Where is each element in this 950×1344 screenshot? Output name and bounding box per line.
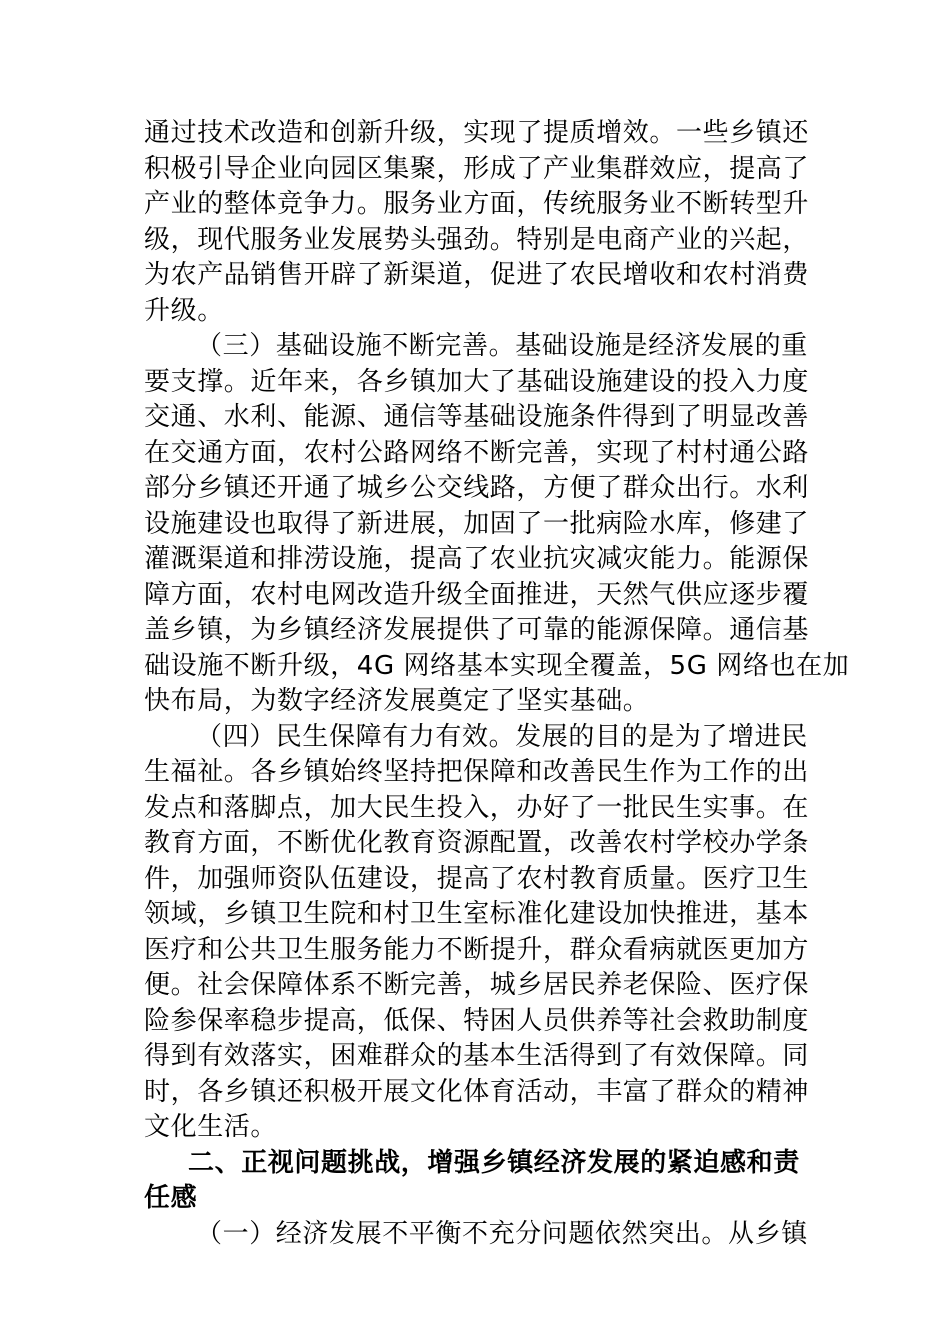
paragraph-line: 教育方面，不断优化教育资源配置，改善农村学校办学条	[144, 828, 810, 858]
paragraph-line: 要支撑。近年来，各乡镇加大了基础设施建设的投入力度	[144, 366, 810, 397]
paragraph-line: 得到有效落实，困难群众的基本生活得到了有效保障。同	[144, 1041, 810, 1071]
paragraph-line: 险参保率稳步提高，低保、特困人员供养等社会救助制度	[144, 1005, 810, 1036]
paragraph-line: 通过技术改造和创新升级，实现了提质增效。一些乡镇还	[144, 118, 810, 148]
paragraph-line: 盖乡镇，为乡镇经济发展提供了可靠的能源保障。通信基	[144, 615, 810, 645]
document-page	[144, 116, 850, 1252]
paragraph-line: 升级。	[144, 295, 224, 326]
paragraph-line: 便。社会保障体系不断完善，城乡居民养老保险、医疗保	[144, 970, 810, 1000]
paragraph-line: 件，加强师资队伍建设，提高了农村教育质量。医疗卫生	[144, 863, 810, 894]
paragraph-line: 积极引导企业向园区集聚，形成了产业集群效应，提高了	[144, 153, 810, 184]
section-heading-3: （三）基础设施不断完善。基础设施是经济发展的重	[196, 331, 808, 361]
paragraph-line: 发点和落脚点，加大民生投入，办好了一批民生实事。在	[144, 792, 810, 823]
paragraph-line: 为农产品销售开辟了新渠道，促进了农民增收和农村消费	[144, 260, 810, 290]
section-heading-4: （四）民生保障有力有效。发展的目的是为了增进民	[196, 721, 808, 752]
paragraph-line: 医疗和公共卫生服务能力不断提升，群众看病就医更加方	[144, 934, 810, 965]
paragraph-line: 础设施不断升级，4G 网络基本实现全覆盖，5G 网络也在加	[144, 650, 850, 681]
paragraph-line: 产业的整体竞争力。服务业方面，传统服务业不断转型升	[144, 189, 810, 219]
paragraph-line: 障方面，农村电网改造升级全面推进，天然气供应逐步覆	[144, 579, 810, 610]
paragraph-line: 领域，乡镇卫生院和村卫生室标准化建设加快推进，基本	[144, 899, 810, 929]
paragraph-line: 文化生活。	[144, 1112, 278, 1142]
paragraph-line: 设施建设也取得了新进展，加固了一批病险水库，修建了	[144, 508, 810, 539]
section-heading-1: （一）经济发展不平衡不充分问题依然突出。从乡镇	[196, 1218, 808, 1249]
paragraph-line: 快布局，为数字经济发展奠定了坚实基础。	[144, 686, 650, 716]
chapter-heading-2: 二、正视问题挑战，增强乡镇经济发展的紧迫感和责	[188, 1147, 800, 1178]
paragraph-line: 时，各乡镇还积极开展文化体育活动，丰富了群众的精神	[144, 1076, 810, 1107]
paragraph-line: 灌溉渠道和排涝设施，提高了农业抗灾减灾能力。能源保	[144, 544, 810, 574]
paragraph-line: 交通、水利、能源、通信等基础设施条件得到了明显改善	[144, 402, 810, 432]
chapter-heading-2-continued: 任感	[144, 1183, 198, 1213]
paragraph-line: 生福祉。各乡镇始终坚持把保障和改善民生作为工作的出	[144, 757, 810, 787]
paragraph-line: 级，现代服务业发展势头强劲。特别是电商产业的兴起，	[144, 224, 810, 255]
paragraph-line: 部分乡镇还开通了城乡公交线路，方便了群众出行。水利	[144, 473, 810, 503]
paragraph-line: 在交通方面，农村公路网络不断完善，实现了村村通公路	[144, 437, 810, 468]
